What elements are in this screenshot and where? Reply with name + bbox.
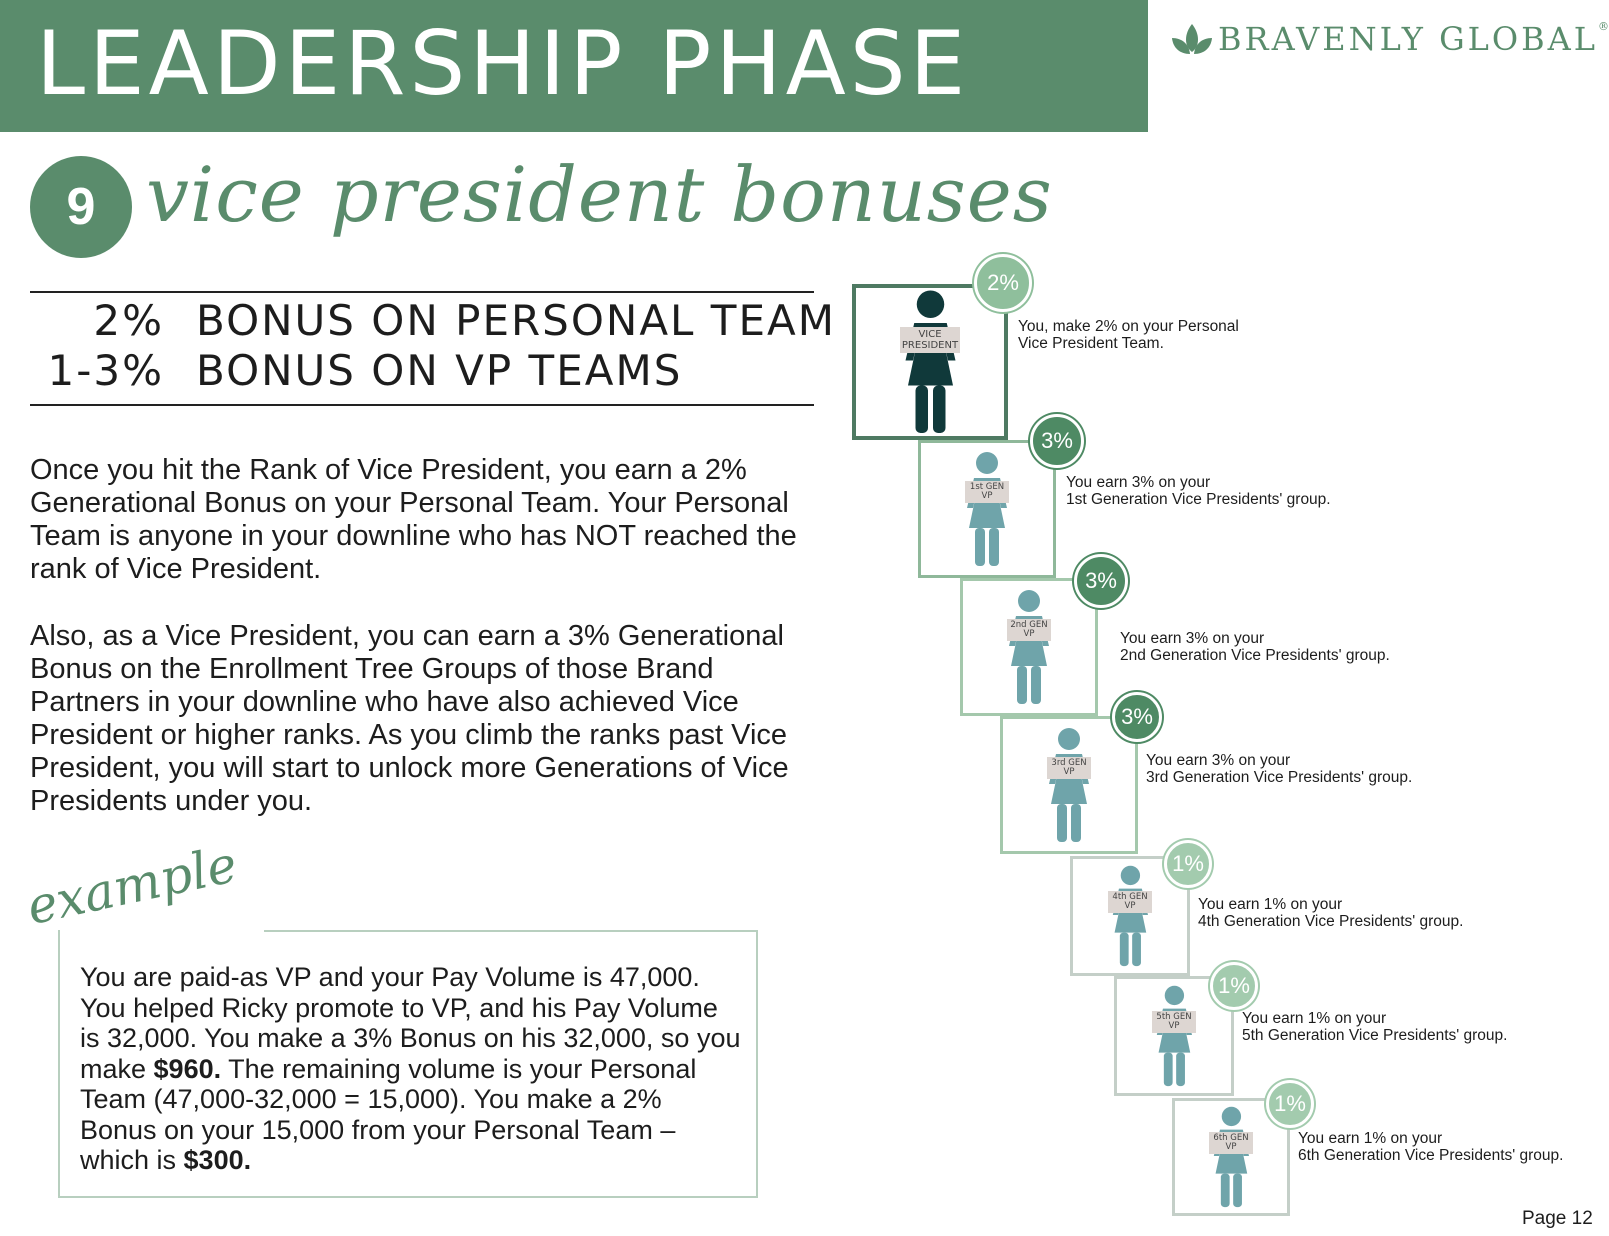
bonus-percent-badge: 3% — [1030, 414, 1084, 468]
page-number: Page 12 — [1522, 1208, 1593, 1229]
leaf-logo-icon — [1170, 18, 1214, 58]
top-divider — [30, 291, 814, 293]
person-icon — [999, 588, 1059, 706]
generation-description — [1018, 318, 1239, 352]
section-title: vice president bonuses — [146, 150, 1053, 239]
bottom-divider — [30, 404, 814, 406]
header-band — [0, 0, 1148, 132]
example-amount-960: $960. — [153, 1053, 222, 1084]
generation-description — [1120, 630, 1390, 664]
generation-description-line: You earn 3% on your — [1146, 752, 1291, 769]
example-amount-300: $300. — [183, 1145, 252, 1175]
generation-description-line: You earn 1% on your — [1242, 1010, 1387, 1027]
example-text-part: The remaining volume is your Personal Team (47,000-32,000 = 15,000). You make a 2% Bonus on your 15,000 from your Personal Team – which is — [80, 1053, 697, 1175]
generation-description-line: Vice President Team. — [1018, 335, 1164, 352]
generation-description-line: 2nd Generation Vice Presidents' group. — [1120, 647, 1390, 664]
example-text-part: You are paid-as VP and your Pay Volume is 47,000. You helped Ricky promote to VP, and his Pay Volume is 32,000. You make a 3% Bonus on his 32,000, so you make — [80, 962, 741, 1084]
generation-description-line: 1st Generation Vice Presidents' group. — [1066, 491, 1331, 508]
generation-description-line: 6th Generation Vice Presidents' group. — [1298, 1147, 1564, 1164]
page-title: LEADERSHIP PHASE — [36, 12, 970, 115]
generation-description — [1298, 1130, 1563, 1164]
paragraph-vp-teams: Also, as a Vice President, you can earn a 3% Generational Bonus on the Enrollment Tree Groups of those Brand Partners in your downline who have also achieved Vice President or higher ranks. As you climb the ranks past Vice President, you will start to unlock more Generations of Vice Presidents under you. — [30, 620, 789, 817]
generation-description-line: You, make 2% on your Personal — [1018, 318, 1239, 335]
person-icon — [1039, 726, 1099, 844]
example-heading: example — [21, 835, 242, 936]
person-icon — [1104, 864, 1157, 968]
example-text — [80, 962, 744, 1176]
person-icon — [893, 288, 968, 436]
generation-description-line: 5th Generation Vice Presidents' group. — [1242, 1027, 1508, 1044]
bonus-line-personal — [30, 296, 836, 345]
person-icon — [1148, 984, 1201, 1088]
rank-sign: 5th GEN VP — [1152, 1011, 1196, 1033]
bonus-percent-badge: 1% — [1164, 840, 1212, 888]
brand-registered-mark: ® — [1598, 20, 1609, 33]
paragraph-personal-team: Once you hit the Rank of Vice President, you earn a 2% Generational Bonus on your Personal Team. Your Personal Team is anyone in your downline who has NOT reached the rank of Vice President. — [30, 454, 797, 585]
bonus-line-vp-teams — [30, 346, 682, 395]
generation-description-line: 3rd Generation Vice Presidents' group. — [1146, 769, 1413, 786]
rank-sign: VICE PRESIDENT — [901, 328, 959, 351]
bonus-percent-badge: 1% — [1210, 962, 1258, 1010]
brand-name-text: BRAVENLY GLOBAL — [1218, 20, 1599, 58]
section-number: 9 — [30, 156, 132, 258]
brand-logo — [1168, 18, 1609, 62]
rank-sign: 3rd GEN VP — [1047, 757, 1091, 779]
rank-sign: 6th GEN VP — [1209, 1132, 1253, 1154]
bonus-label: BONUS ON VP TEAMS — [196, 346, 683, 395]
bonus-label: BONUS ON PERSONAL TEAM — [196, 296, 836, 345]
brand-name — [1218, 20, 1609, 58]
bonus-pct: 1-3% — [47, 346, 164, 395]
bonus-percent-badge: 3% — [1112, 692, 1162, 742]
generation-description — [1146, 752, 1412, 786]
generation-description — [1198, 896, 1463, 930]
generation-description-line: 4th Generation Vice Presidents' group. — [1198, 913, 1464, 930]
rank-sign: 4th GEN VP — [1108, 891, 1152, 913]
person-icon — [1205, 1105, 1258, 1209]
bonus-percent-badge: 1% — [1266, 1080, 1314, 1128]
generation-description-line: You earn 1% on your — [1298, 1130, 1443, 1147]
generation-description — [1242, 1010, 1507, 1044]
bonus-percent-badge: 3% — [1074, 554, 1128, 608]
person-icon — [957, 450, 1017, 568]
rank-sign: 1st GEN VP — [965, 481, 1009, 503]
generation-description-line: You earn 3% on your — [1066, 474, 1211, 491]
bonus-percent-badge: 2% — [974, 254, 1032, 312]
rank-sign: 2nd GEN VP — [1007, 619, 1051, 641]
bonus-pct: 2% — [93, 296, 164, 345]
generation-description — [1066, 474, 1331, 508]
generation-description-line: You earn 3% on your — [1120, 630, 1265, 647]
generation-description-line: You earn 1% on your — [1198, 896, 1343, 913]
